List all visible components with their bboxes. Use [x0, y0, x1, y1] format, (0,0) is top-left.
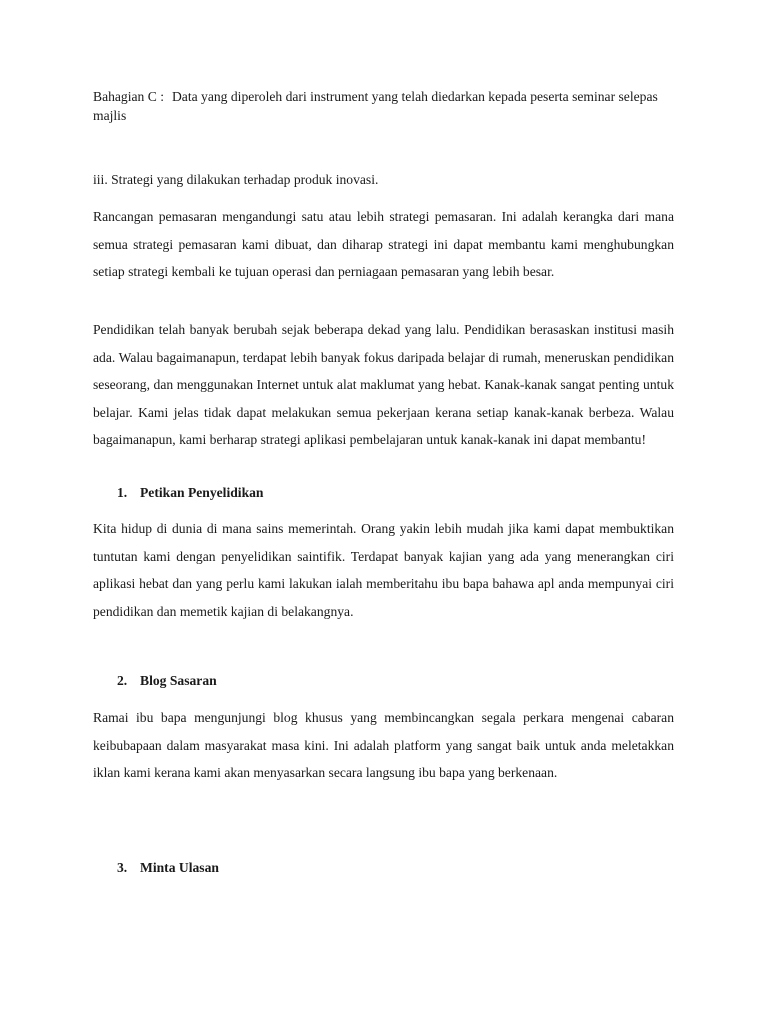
subsection-title: iii. Strategi yang dilakukan terhadap produk inovasi.: [93, 172, 379, 187]
heading-target-blog: [117, 671, 217, 690]
section-description: Data yang diperoleh dari instrument yang telah diedarkan kepada peserta seminar selepas majlis: [93, 89, 658, 123]
section-label: Bahagian C :: [93, 89, 164, 104]
heading-request-review: [117, 858, 219, 877]
heading-number: 3.: [117, 860, 128, 875]
heading-number: 2.: [117, 673, 128, 688]
heading-title: Minta Ulasan: [140, 860, 219, 875]
heading-number: 1.: [117, 485, 128, 500]
heading-title: Petikan Penyelidikan: [140, 485, 264, 500]
heading-research-citation: [117, 483, 264, 502]
heading-title: Blog Sasaran: [140, 673, 217, 688]
paragraph-marketing-plan: Rancangan pemasaran mengandungi satu atau lebih strategi pemasaran. Ini adalah kerangka dari mana semua strategi pemasaran kami dibuat, dan diharap strategi ini dapat membantu kami menghubungkan setiap strategi kembali ke tujuan operasi dan perniagaan pemasaran yang lebih besar.: [93, 209, 674, 279]
paragraph-research: Kita hidup di dunia di mana sains memerintah. Orang yakin lebih mudah jika kami dapat membuktikan tuntutan kami dengan penyelidikan saintifik. Terdapat banyak kajian yang ada yang menerangkan ciri aplikasi hebat dan yang perlu kami lakukan ialah memberitahu ibu bapa bahawa apl anda mempunyai ciri pendidikan dan memetik kajian di belakangnya.: [93, 521, 674, 619]
paragraph-blog: Ramai ibu bapa mengunjungi blog khusus yang membincangkan segala perkara mengenai cabaran keibubapaan dalam masyarakat masa kini. Ini adalah platform yang sangat baik untuk anda meletakkan iklan kami kerana kami akan menyasarkan secara langsung ibu bapa yang berkenaan.: [93, 710, 674, 780]
paragraph-education: Pendidikan telah banyak berubah sejak beberapa dekad yang lalu. Pendidikan berasaskan institusi masih ada. Walau bagaimanapun, terdapat lebih banyak fokus daripada belajar di rumah, meneruskan pendidikan seseorang, dan menggunakan Internet untuk alat maklumat yang hebat. Kanak-kanak sangat penting untuk belajar. Kami jelas tidak dapat melakukan semua pekerjaan kerana setiap kanak-kanak berbeza. Walau bagaimanapun, kami berharap strategi aplikasi pembelajaran untuk kanak-kanak ini dapat membantu!: [93, 322, 674, 447]
section-header: [93, 87, 674, 125]
